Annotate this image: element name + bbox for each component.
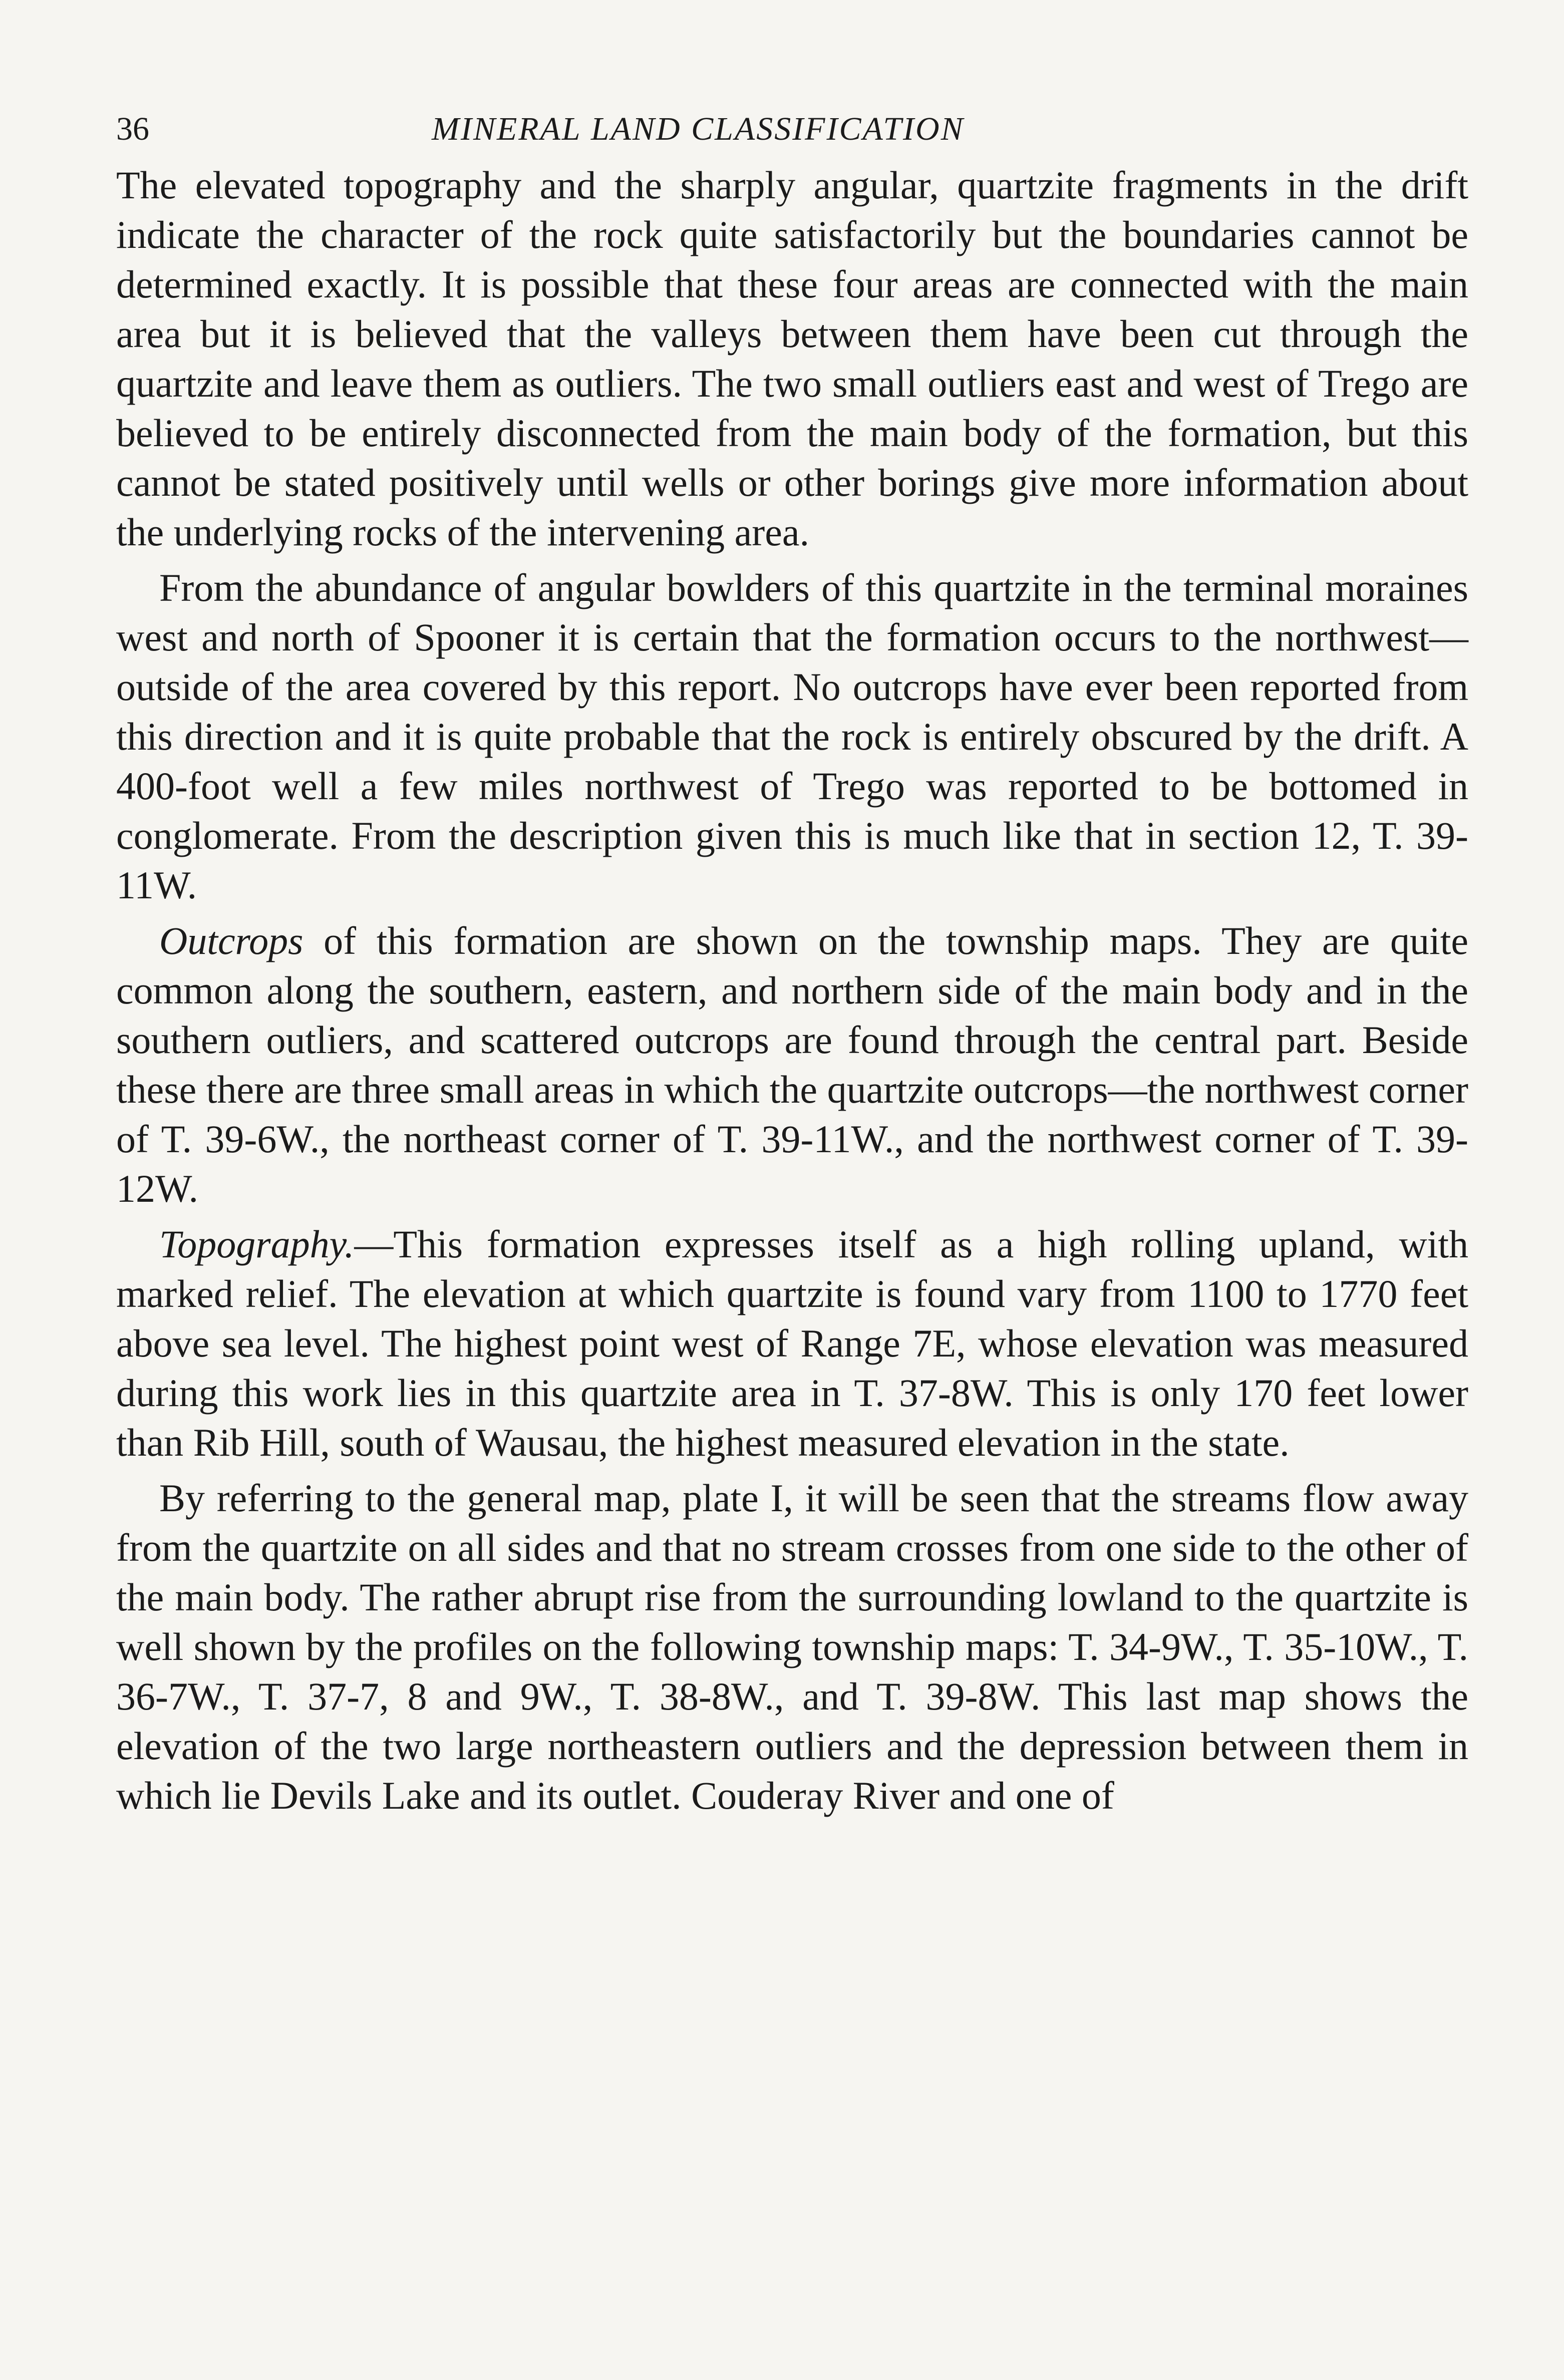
paragraph-2 [116,563,1468,910]
page-number: 36 [116,111,149,147]
paragraph-text: From the abundance of angular bowlders of this quartzite in the terminal moraines west and north of Spooner it is certain that the formation occurs to the northwest—outside of the area covered by this report. No outcrops have ever been reported from this direction and it is quite probable that the rock is entirely obscured by the drift. A 400-foot well a few miles northwest of Trego was reported to be bottomed in conglomerate. From the description given this is much like that in section 12, T. 39-11W. [116,566,1468,907]
paragraph-5 [116,1473,1468,1820]
body-text [116,160,1468,1820]
page [116,100,1468,1820]
running-title: MINERAL LAND CLASSIFICATION [432,111,965,147]
paragraph-lead: Topography. [159,1222,355,1266]
paragraph-topography [116,1219,1468,1467]
paragraph-1 [116,160,1468,557]
paragraph-text: —This formation expresses itself as a high rolling upland, with marked relief. The elevation at which quartzite is found vary from 1100 to 1770 feet above sea level. The highest point west of Range 7E, whose elevation was measured during this work lies in this quartzite area in T. 37-8W. This is only 170 feet lower than Rib Hill, south of Wausau, the highest measured elevation in the state. [116,1222,1468,1464]
paragraph-lead: Outcrops [159,919,303,962]
running-head [116,100,1468,160]
paragraph-text: of this formation are shown on the township maps. They are quite common along the southern, eastern, and northern side of the main body and in the southern outliers, and scattered outcrops are found through the central part. Beside these there are three small areas in which the quartzite outcrops—the northwest corner of T. 39-6W., the northeast corner of T. 39-11W., and the northwest corner of T. 39-12W. [116,919,1468,1210]
paragraph-text: The elevated topography and the sharply angular, quartzite fragments in the drift indicate the character of the rock quite satisfactorily but the boundaries cannot be determined exactly. It is possible that these four areas are connected with the main area but it is believed that the valleys between them have been cut through the quartzite and leave them as outliers. The two small outliers east and west of Trego are believed to be entirely disconnected from the main body of the formation, but this cannot be stated positively until wells or other borings give more information about the underlying rocks of the intervening area. [116,163,1468,554]
paragraph-text: By referring to the general map, plate I, it will be seen that the streams flow away from the quartzite on all sides and that no stream crosses from one side to the other of the main body. The rather abrupt rise from the surrounding lowland to the quartzite is well shown by the profiles on the following township maps: T. 34-9W., T. 35-10W., T. 36-7W., T. 37-7, 8 and 9W., T. 38-8W., and T. 39-8W. This last map shows the elevation of the two large northeastern outliers and the depression between them in which lie Devils Lake and its outlet. Couderay River and one of [116,1476,1468,1817]
paragraph-outcrops [116,916,1468,1213]
